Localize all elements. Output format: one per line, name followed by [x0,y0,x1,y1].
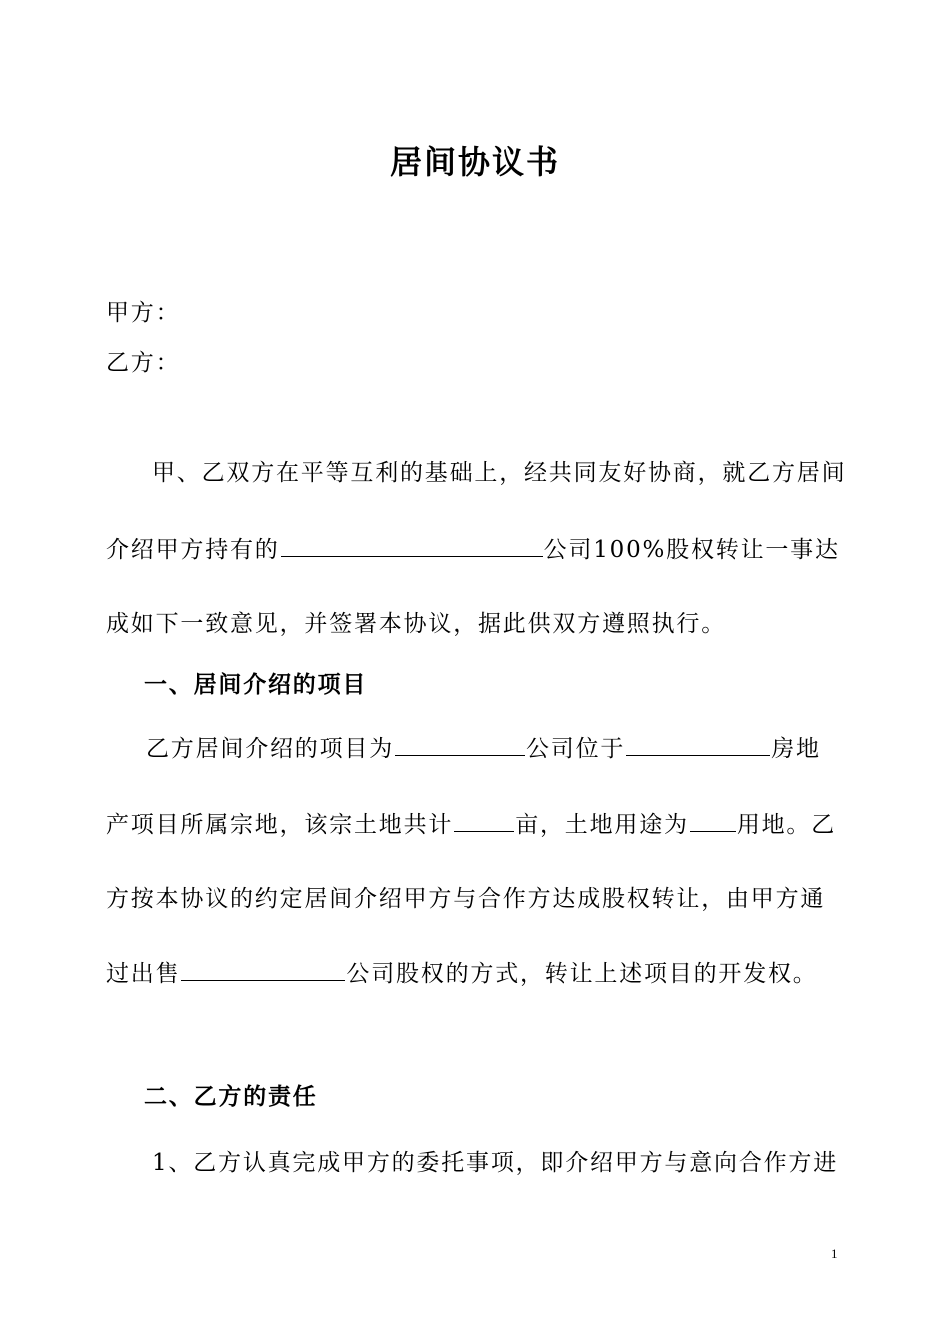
preamble-line-3: 成如下一致意见，并签署本协议，据此供双方遵照执行。 [106,611,726,637]
section-1-text: 亩，土地用途为 [515,812,689,838]
document-title: 居间协议书 [389,143,560,181]
preamble-line-1: 甲、乙双方在平等互利的基础上，经共同友好协商，就乙方居间 [152,460,847,486]
section-1-text: 乙方居间介绍的项目为 [146,736,394,762]
section-1-line-1 [146,733,821,764]
company-name-blank [281,534,543,557]
party-b-label: 乙方： [106,350,181,376]
section-1-heading: 一、居间介绍的项目 [144,672,368,698]
sold-company-blank [181,958,345,981]
section-2-line-1: 1、乙方认真完成甲方的委托事项，即介绍甲方与意向合作方进 [152,1150,839,1176]
land-area-blank [454,809,514,832]
section-1-text: 用地。乙 [736,812,837,838]
section-1-text: 公司位于 [526,736,626,762]
section-1-line-4 [106,958,818,989]
land-use-blank [690,809,736,832]
page-number: 1 [831,1246,838,1261]
preamble-line-2 [106,534,840,565]
party-a-label: 甲方： [106,300,181,326]
section-1-text: 过出售 [106,961,181,987]
section-1-text: 公司股权的方式，转让上述项目的开发权。 [346,961,818,987]
preamble-text: 介绍甲方持有的 [106,537,280,563]
section-1-line-2 [106,809,836,840]
section-1-text: 产项目所属宗地，该宗土地共计 [106,812,454,838]
section-2-heading: 二、乙方的责任 [144,1084,318,1110]
preamble-text: 公司100%股权转让一事达 [543,537,840,563]
location-blank [626,733,770,756]
section-1-line-3: 方按本协议的约定居间介绍甲方与合作方达成股权转让，由甲方通 [106,886,826,912]
section-1-text: 房地 [771,736,821,762]
project-company-blank [395,733,525,756]
